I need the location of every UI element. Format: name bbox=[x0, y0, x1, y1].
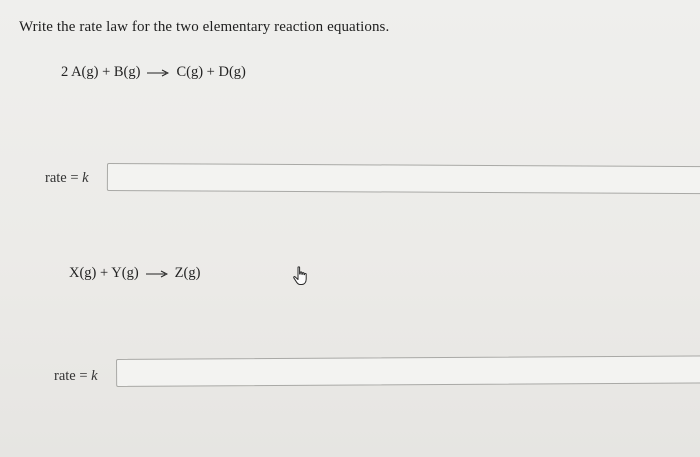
question-instruction: Write the rate law for the two elementary reaction equations. bbox=[19, 19, 390, 35]
reaction-arrow-icon bbox=[146, 269, 168, 279]
reaction-arrow-icon bbox=[147, 68, 169, 78]
rate-law-label-1 bbox=[45, 170, 89, 187]
reaction-1-products: C(g) + D(g) bbox=[176, 64, 246, 80]
rate-law-answer-input-2[interactable] bbox=[116, 355, 700, 387]
rate-label-text: rate = bbox=[45, 170, 83, 186]
rate-constant-k: k bbox=[91, 368, 98, 384]
rate-law-answer-input-1[interactable] bbox=[107, 163, 700, 194]
rate-constant-k: k bbox=[82, 170, 89, 186]
mouse-pointer-icon bbox=[292, 266, 310, 286]
reaction-equation-2 bbox=[69, 265, 200, 282]
reaction-1-reactants: 2 A(g) + B(g) bbox=[61, 64, 141, 80]
reaction-2-products: Z(g) bbox=[174, 265, 201, 281]
reaction-equation-1 bbox=[61, 64, 246, 81]
rate-law-label-2 bbox=[54, 368, 98, 385]
rate-label-text: rate = bbox=[54, 368, 92, 384]
reaction-2-reactants: X(g) + Y(g) bbox=[69, 265, 139, 281]
